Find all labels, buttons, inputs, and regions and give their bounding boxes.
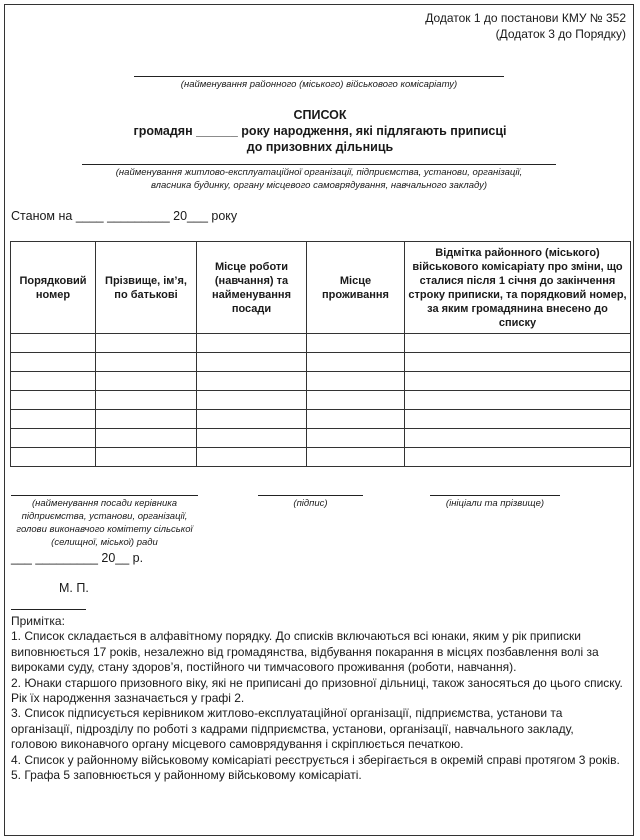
title-line-2: громадян ______ року народження, які підлягають приписці [133, 124, 507, 138]
table-row [11, 410, 631, 429]
table-cell[interactable] [197, 429, 307, 448]
table-header-row [11, 242, 631, 334]
commissariat-caption: (найменування районного (міського) військового комісаріату) [180, 79, 458, 90]
organization-caption [60, 166, 578, 192]
note-item: 2. Юнаки старшого призовного віку, які не приписані до призовної дільниці, також заносяться до цього списку. Рік їх народження зазначається у графі 2. [11, 675, 623, 706]
table-cell[interactable] [307, 334, 405, 353]
table-cell[interactable] [11, 334, 96, 353]
table-cell[interactable] [96, 372, 197, 391]
title-line-1: СПИСОК [293, 108, 347, 122]
table-cell[interactable] [405, 353, 631, 372]
col-header-residence: Місце проживання [307, 242, 405, 334]
table-cell[interactable] [405, 410, 631, 429]
signature-fill-line [258, 495, 363, 496]
signature-date-line: ___ _________ 20__ р. [11, 551, 144, 565]
col-header-workplace: Місце роботи (навчання) та найменування посади [197, 242, 307, 334]
table-cell[interactable] [96, 448, 197, 467]
table-cell[interactable] [96, 334, 197, 353]
note-item: 3. Список підписується керівником житлово-експлуатаційної організації, підприємства, установи та організації, підрозділу по роботі з кадрами підприємства, установи, організації, навчального закладу, головою виконавчого органу місцевого самоврядування і скріплюється печаткою. [11, 706, 574, 752]
organization-caption-line-2: власника будинку, органу місцевого самоврядування, навчального закладу) [150, 180, 488, 191]
organization-fill-line [82, 164, 556, 165]
table-cell[interactable] [405, 372, 631, 391]
table-cell[interactable] [197, 372, 307, 391]
note-item: 1. Список складається в алфавітному порядку. До списків включаються всі юнаки, яким у рік приписки виповнюється 17 років, незалежно від громадянства, відбування покарання в місцях позбавлення волі за вироками суду, стану здоров’я, постійного чи тимчасового проживання (роботи, навчання). [11, 629, 599, 675]
initials-caption: (ініціали та прізвище) [445, 498, 545, 509]
conscripts-table [10, 241, 631, 467]
position-caption-line-2: підприємства, установи, організації, [21, 511, 188, 522]
table-row [11, 372, 631, 391]
table-cell[interactable] [197, 391, 307, 410]
col-header-full-name: Прізвище, ім’я, по батькові [96, 242, 197, 334]
table-cell[interactable] [11, 391, 96, 410]
table-cell[interactable] [96, 429, 197, 448]
table-cell[interactable] [307, 448, 405, 467]
document-title [0, 107, 640, 155]
table-cell[interactable] [11, 448, 96, 467]
table-cell[interactable] [197, 334, 307, 353]
commissariat-fill-line [134, 76, 504, 77]
title-line-3: до призовних дільниць [246, 140, 394, 154]
table-cell[interactable] [405, 334, 631, 353]
addendum-line-2: (Додаток 3 до Порядку) [495, 27, 626, 41]
col-header-commissariat-mark: Відмітка районного (міського) військового комісаріату про зміни, що сталися після 1 січня до закінчення строку приписки, та порядковий номер, за яким громадянина внесено до списку [405, 242, 631, 334]
table-cell[interactable] [197, 448, 307, 467]
table-cell[interactable] [11, 429, 96, 448]
position-caption-line-1: (найменування посади керівника [31, 498, 178, 509]
table-cell[interactable] [405, 448, 631, 467]
table-cell[interactable] [307, 391, 405, 410]
note-item: 4. Список у районному військовому комісаріаті реєструється і зберігається в окремій справі протягом 3 років. [11, 752, 620, 767]
organization-caption-line-1: (найменування житлово-експлуатаційної організації, підприємства, установи, організації, [115, 167, 523, 178]
table-cell[interactable] [197, 353, 307, 372]
table-cell[interactable] [96, 353, 197, 372]
position-fill-line [11, 495, 198, 496]
table-row [11, 391, 631, 410]
table-cell[interactable] [405, 391, 631, 410]
position-caption-line-3: голови виконавчого комітету сільської [16, 524, 193, 535]
col-header-number: Порядковий номер [11, 242, 96, 334]
table-cell[interactable] [307, 372, 405, 391]
table-cell[interactable] [307, 353, 405, 372]
table-cell[interactable] [11, 372, 96, 391]
position-caption [2, 497, 207, 549]
table-row [11, 429, 631, 448]
initials-fill-line [430, 495, 560, 496]
table-cell[interactable] [405, 429, 631, 448]
table-row [11, 448, 631, 467]
table-cell[interactable] [307, 429, 405, 448]
note-item: 5. Графа 5 заповнюється у районному військовому комісаріаті. [11, 768, 362, 783]
addendum-line-1: Додаток 1 до постанови КМУ № 352 [425, 11, 626, 25]
notes-section [11, 614, 623, 783]
signature-caption: (підпис) [293, 498, 328, 509]
table-cell[interactable] [307, 410, 405, 429]
table-cell[interactable] [11, 353, 96, 372]
stamp-place: М. П. [59, 581, 89, 595]
status-date-line: Станом на ____ _________ 20___ року [11, 209, 238, 223]
table-cell[interactable] [197, 410, 307, 429]
table-cell[interactable] [96, 391, 197, 410]
notes-heading: Примітка: [11, 614, 65, 628]
table-cell[interactable] [11, 410, 96, 429]
position-caption-line-4: (селищної, міської) ради [51, 537, 158, 548]
table-row [11, 334, 631, 353]
notes-divider [11, 609, 86, 610]
table-cell[interactable] [96, 410, 197, 429]
table-row [11, 353, 631, 372]
addendum-reference [425, 10, 626, 42]
